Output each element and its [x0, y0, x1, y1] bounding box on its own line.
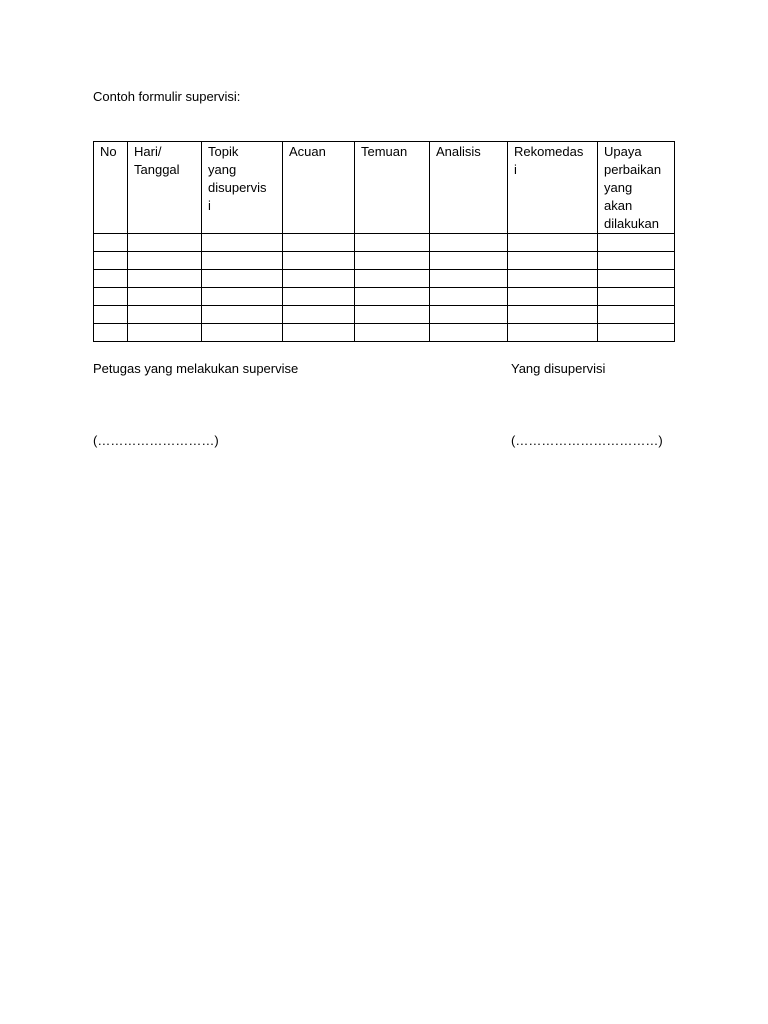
table-cell [128, 234, 202, 252]
table-cell [94, 252, 128, 270]
table-cell [202, 306, 283, 324]
header-temuan [355, 142, 430, 234]
table-cell [94, 270, 128, 288]
table-cell [128, 324, 202, 342]
header-no [94, 142, 128, 234]
header-rekomendasi-label: Rekomedas i [514, 144, 584, 177]
table-cell [355, 270, 430, 288]
table-cell [128, 252, 202, 270]
header-acuan-label: Acuan [289, 144, 326, 159]
header-topik [202, 142, 283, 234]
table-cell [202, 234, 283, 252]
table-cell [355, 252, 430, 270]
table-cell [430, 270, 508, 288]
header-rekomendasi [508, 142, 598, 234]
table-cell [508, 288, 598, 306]
supervision-form-table [93, 141, 675, 342]
table-cell [128, 288, 202, 306]
table-cell [355, 234, 430, 252]
header-analisis-label: Analisis [436, 144, 481, 159]
signature-right-line: (……………………………) [511, 433, 663, 448]
signature-right-label: Yang disupervisi [511, 361, 606, 376]
table-cell [430, 288, 508, 306]
header-acuan [283, 142, 355, 234]
signature-left-label: Petugas yang melakukan supervise [93, 361, 299, 376]
header-temuan-label: Temuan [361, 144, 408, 159]
table-cell [283, 270, 355, 288]
table-cell [128, 270, 202, 288]
header-upaya-label: Upaya perbaikan yang akan dilakukan [604, 144, 662, 231]
table-cell [355, 306, 430, 324]
table-row [94, 324, 675, 342]
table-cell [355, 288, 430, 306]
header-no-label: No [100, 144, 117, 159]
table-row [94, 306, 675, 324]
table-cell [94, 234, 128, 252]
table-cell [430, 306, 508, 324]
table-row [94, 234, 675, 252]
table-row [94, 270, 675, 288]
table-cell [94, 306, 128, 324]
table-row [94, 252, 675, 270]
table-cell [283, 288, 355, 306]
table-cell [128, 306, 202, 324]
table-row [94, 288, 675, 306]
table-cell [598, 288, 675, 306]
table-cell [598, 324, 675, 342]
header-analisis [430, 142, 508, 234]
table-cell [598, 234, 675, 252]
table-cell [202, 288, 283, 306]
table-cell [355, 324, 430, 342]
table-cell [430, 252, 508, 270]
signature-left-line: (………………………) [93, 433, 219, 448]
table-cell [508, 252, 598, 270]
table-cell [283, 234, 355, 252]
table-cell [202, 324, 283, 342]
header-upaya [598, 142, 675, 234]
table-cell [598, 252, 675, 270]
table-cell [508, 324, 598, 342]
table-cell [283, 306, 355, 324]
table-cell [430, 234, 508, 252]
table-cell [508, 270, 598, 288]
table-cell [283, 324, 355, 342]
table-header-row [94, 142, 675, 234]
header-hari-tanggal [128, 142, 202, 234]
table-cell [598, 270, 675, 288]
table-cell [508, 234, 598, 252]
table-cell [94, 288, 128, 306]
table-cell [508, 306, 598, 324]
table-cell [202, 252, 283, 270]
table-body [94, 234, 675, 342]
header-hari-tanggal-label: Hari/ Tanggal [134, 144, 180, 177]
table-cell [94, 324, 128, 342]
header-topik-label: Topik yang disupervis i [208, 144, 267, 213]
document-title: Contoh formulir supervisi: [93, 89, 241, 104]
table-cell [202, 270, 283, 288]
table-cell [283, 252, 355, 270]
table-cell [430, 324, 508, 342]
table-cell [598, 306, 675, 324]
